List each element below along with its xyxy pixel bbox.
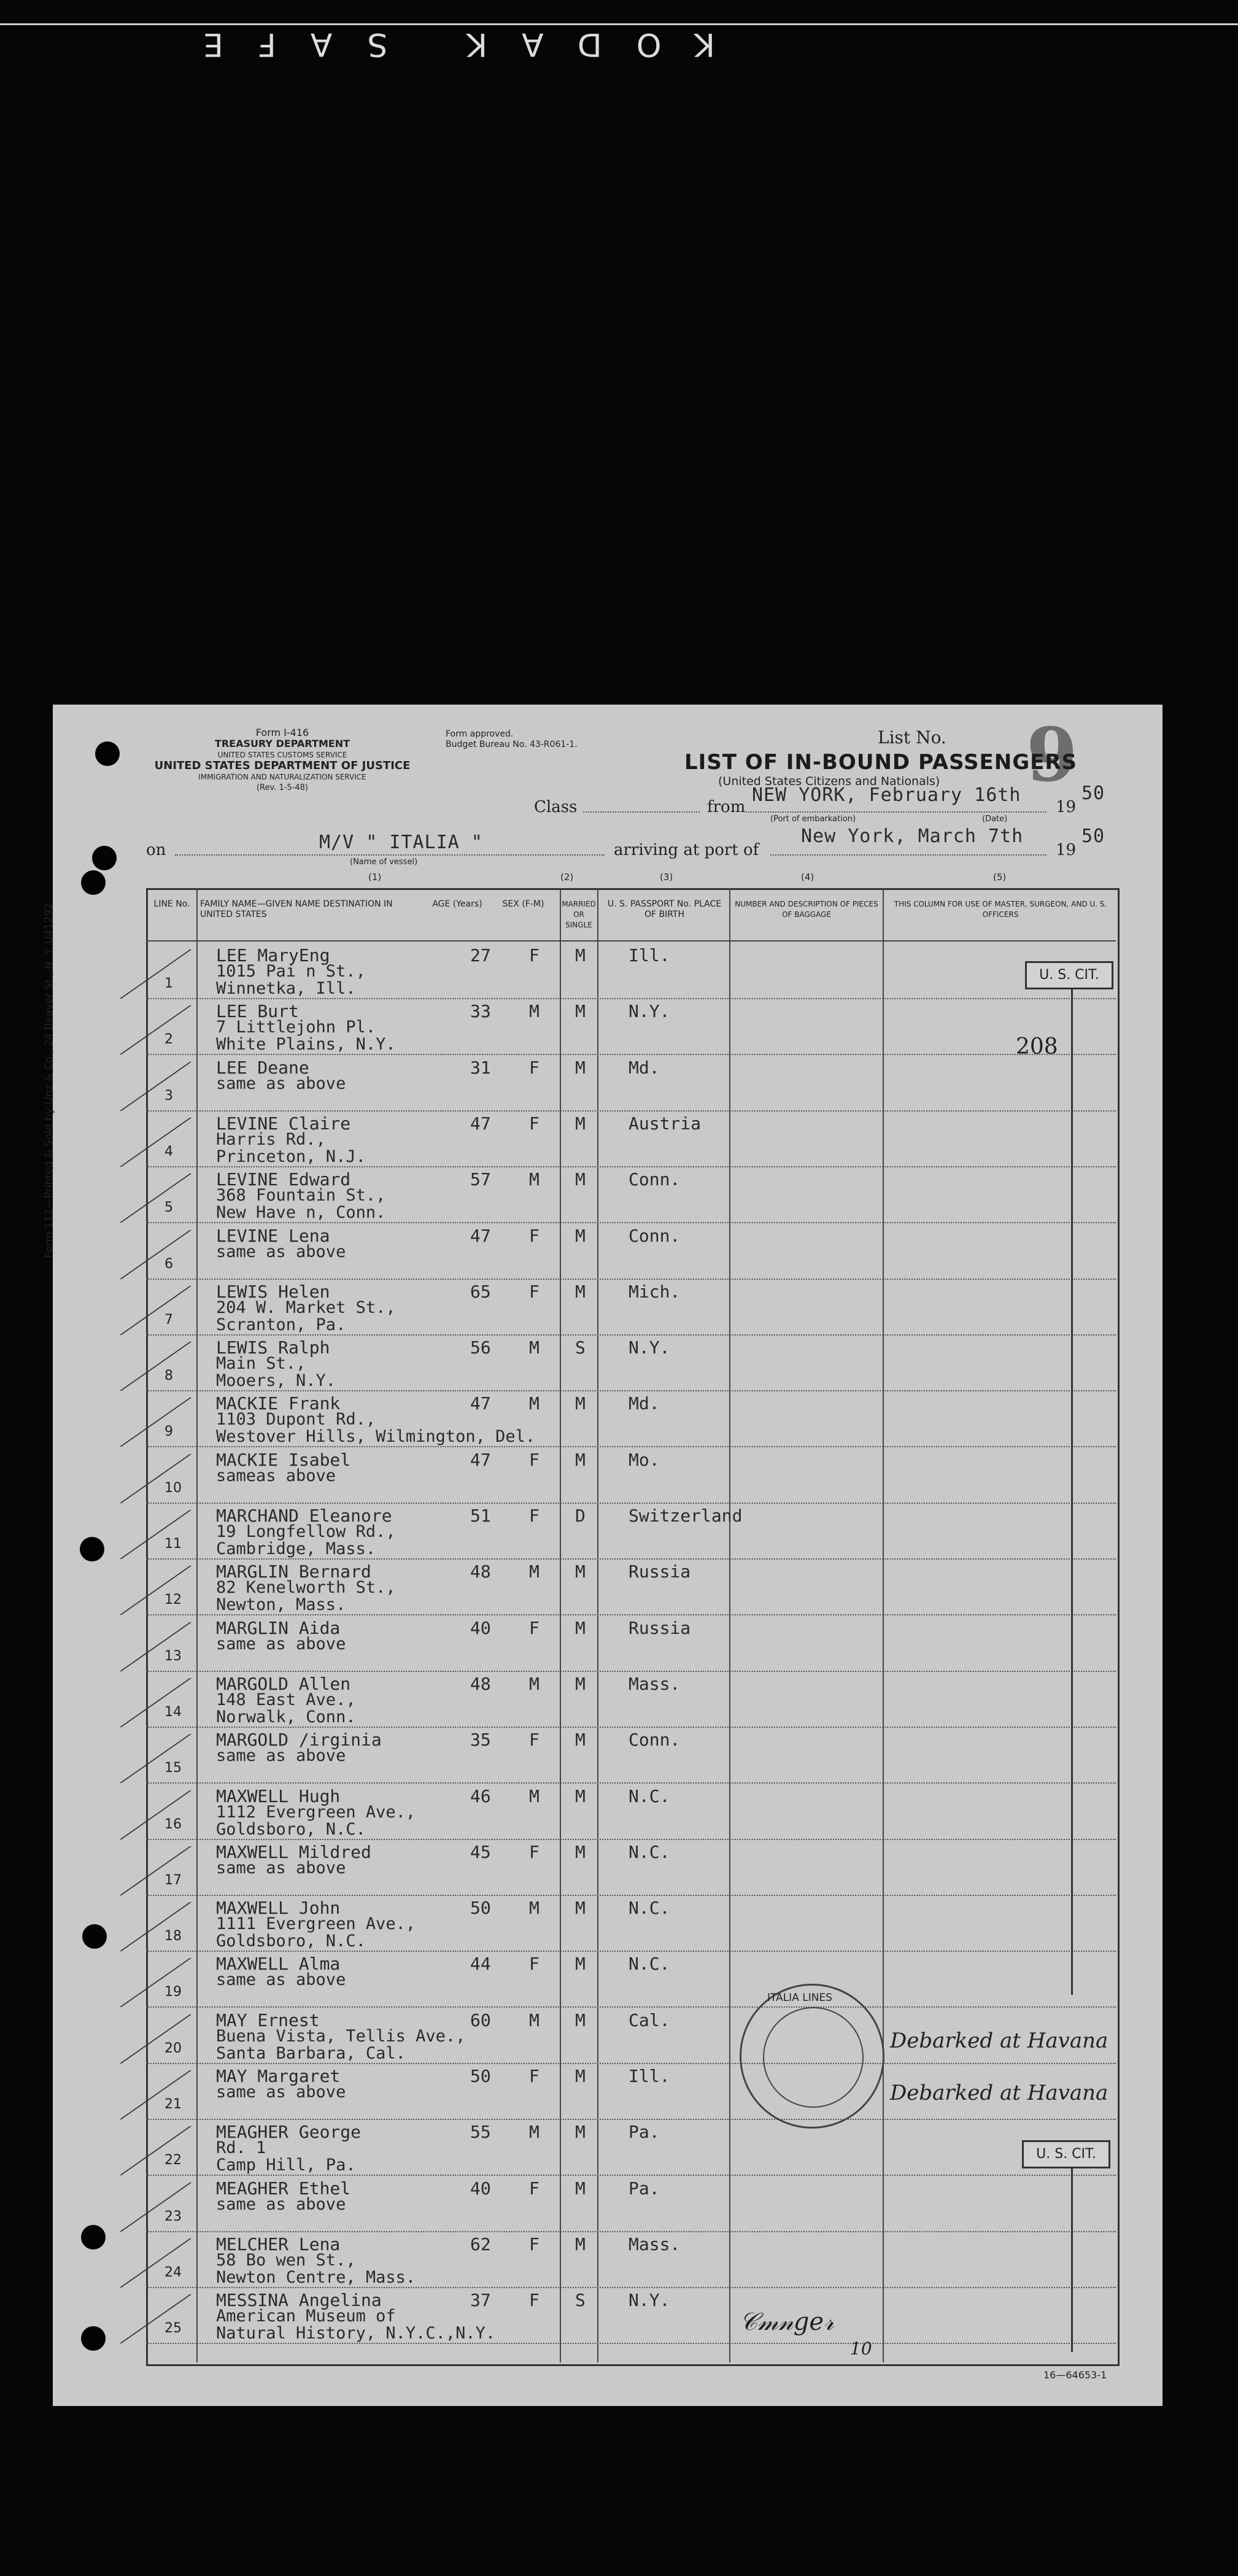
line-number: 14 <box>164 1704 182 1720</box>
passenger-age: 47 <box>470 1225 491 1246</box>
passenger-sex: F <box>529 2290 540 2311</box>
debarked-note-2: Debarked at Havana <box>890 2081 1108 2105</box>
passenger-marital-status: M <box>575 1169 586 1190</box>
round-seal-stamp <box>740 1984 884 2129</box>
passenger-age: 62 <box>470 2234 491 2254</box>
passenger-marital-status: M <box>575 1225 586 1246</box>
passenger-age: 47 <box>470 1393 491 1414</box>
passenger-birthplace: Mass. <box>629 2234 681 2254</box>
passenger-birthplace: Md. <box>629 1393 660 1414</box>
passenger-destination: same as above <box>216 1634 346 1654</box>
table-row <box>146 943 1116 999</box>
form-revision: (Rev. 1-5-48) <box>256 783 308 792</box>
passenger-name: LEE Burt <box>216 1001 299 1022</box>
passenger-name: LEWIS Ralph <box>216 1337 330 1358</box>
passenger-age: 48 <box>470 1673 491 1694</box>
justice-dept: UNITED STATES DEPARTMENT OF JUSTICE <box>154 759 411 772</box>
passenger-marital-status: M <box>575 1617 586 1638</box>
line-number: 12 <box>164 1592 182 1608</box>
passenger-name: MAXWELL Alma <box>216 1954 341 1975</box>
on-label: on <box>146 841 166 859</box>
col-head-sex: SEX (F-M) <box>502 899 544 909</box>
vessel-field-line <box>175 854 605 856</box>
passenger-destination: Rd. 1 Camp Hill, Pa. <box>216 2138 356 2175</box>
passenger-birthplace: N.Y. <box>629 2290 670 2311</box>
class-field <box>583 811 700 813</box>
passenger-birthplace: Cal. <box>629 2009 670 2030</box>
passenger-birthplace: N.C. <box>629 1898 670 1919</box>
passenger-birthplace: N.Y. <box>629 1337 670 1358</box>
line-number: 13 <box>164 1648 182 1664</box>
passenger-marital-status: M <box>575 2122 586 2143</box>
treasury-dept: TREASURY DEPARTMENT <box>214 738 350 749</box>
passenger-age: 55 <box>470 2122 491 2143</box>
passenger-name: MEAGHER Ethel <box>216 2178 351 2199</box>
table-row <box>146 1280 1116 1336</box>
line-number: 8 <box>164 1368 173 1384</box>
table-row <box>146 1504 1116 1560</box>
passenger-marital-status: M <box>575 1449 586 1470</box>
port-embarkation-caption: (Port of embarkation) <box>770 814 856 824</box>
line-number: 23 <box>164 2208 182 2224</box>
passenger-destination: Harris Rd., Princeton, N.J. <box>216 1129 366 1166</box>
passenger-marital-status: M <box>575 1673 586 1694</box>
passenger-sex: M <box>529 1169 540 1190</box>
passenger-name: MAXWELL Mildred <box>216 1841 371 1862</box>
punch-hole <box>81 2326 106 2351</box>
table-row <box>146 1952 1116 2008</box>
passenger-marital-status: M <box>575 945 586 965</box>
passenger-name: MAXWELL Hugh <box>216 1785 341 1806</box>
passenger-name: MAY Ernest <box>216 2009 320 2030</box>
passenger-sex: F <box>529 1954 540 1975</box>
from-field-line <box>746 811 1046 813</box>
signature-initials: 10 <box>850 2338 872 2359</box>
passenger-sex: F <box>529 945 540 965</box>
from-label: from <box>707 798 746 816</box>
col-head-passport: U. S. PASSPORT No. PLACE OF BIRTH <box>607 899 722 919</box>
passenger-marital-status: M <box>575 2009 586 2030</box>
passenger-age: 47 <box>470 1113 491 1134</box>
passenger-sex: M <box>529 1898 540 1919</box>
table-row <box>146 2288 1116 2344</box>
punch-hole <box>81 870 106 895</box>
passenger-destination: 1111 Evergreen Ave., Goldsboro, N.C. <box>216 1914 416 1951</box>
passenger-destination: same as above <box>216 1858 346 1878</box>
passenger-age: 35 <box>470 1730 491 1750</box>
passenger-destination: 204 W. Market St., Scranton, Pa. <box>216 1298 396 1334</box>
passenger-sex: F <box>529 1449 540 1470</box>
line-number: 17 <box>164 1872 182 1888</box>
passenger-destination: 1112 Evergreen Ave., Goldsboro, N.C. <box>216 1802 416 1839</box>
col-num-2: (2) <box>560 872 574 883</box>
passenger-birthplace: Pa. <box>629 2178 660 2199</box>
film-edge-line <box>0 23 1238 25</box>
col-head-line-no: LINE No. <box>153 899 190 909</box>
passenger-destination: sameas above <box>216 1466 336 1485</box>
passenger-sex: M <box>529 1001 540 1022</box>
passenger-birthplace: Conn. <box>629 1169 681 1190</box>
passenger-marital-status: M <box>575 1841 586 1862</box>
passenger-age: 51 <box>470 1506 491 1526</box>
line-number: 18 <box>164 1928 182 1944</box>
passenger-sex: M <box>529 1785 540 1806</box>
passenger-birthplace: Pa. <box>629 2122 660 2143</box>
punch-hole <box>81 2225 106 2249</box>
table-row <box>146 2232 1116 2288</box>
passenger-destination: 1015 Pai n St., Winnetka, Ill. <box>216 962 366 998</box>
vessel-caption: (Name of vessel) <box>350 857 418 867</box>
passenger-age: 50 <box>470 1898 491 1919</box>
line-number: 7 <box>164 1312 173 1328</box>
officer-signature: 𝒞𝓂𝓃𝑔𝑒𝓇 <box>740 2308 834 2336</box>
table-row <box>146 1560 1116 1615</box>
passenger-birthplace: Ill. <box>629 2066 670 2086</box>
table-row <box>146 1896 1116 1952</box>
passenger-name: MESSINA Angelina <box>216 2290 382 2311</box>
table-row <box>146 1672 1116 1728</box>
passenger-destination: same as above <box>216 2194 346 2214</box>
col-head-baggage: NUMBER AND DESCRIPTION OF PIECES OF BAGGAGE <box>735 900 878 919</box>
us-citizen-stamp-2: U. S. CIT. <box>1022 2140 1110 2168</box>
passenger-destination: same as above <box>216 1073 346 1093</box>
passenger-name: LEE MaryEng <box>216 945 330 965</box>
passenger-marital-status: M <box>575 1281 586 1302</box>
passenger-age: 44 <box>470 1954 491 1975</box>
passenger-marital-status: M <box>575 1001 586 1022</box>
passenger-marital-status: M <box>575 1785 586 1806</box>
line-number: 2 <box>164 1032 173 1048</box>
seal-text: ITALIA LINES <box>767 1992 832 2004</box>
passenger-destination: 82 Kenelworth St., Newton, Mass. <box>216 1578 396 1615</box>
form-approval <box>446 729 578 750</box>
passenger-destination: 7 Littlejohn Pl. White Plains, N.Y. <box>216 1018 396 1054</box>
passenger-name: MARCHAND Eleanore <box>216 1506 392 1526</box>
budget-bureau-text: Budget Bureau No. 43-R061-1. <box>446 740 578 749</box>
table-row <box>146 1056 1116 1112</box>
stamp-bracket-line <box>1071 988 1073 1995</box>
passenger-name: LEVINE Claire <box>216 1113 351 1134</box>
passenger-marital-status: D <box>575 1506 586 1526</box>
passenger-marital-status: M <box>575 1730 586 1750</box>
passenger-sex: F <box>529 1281 540 1302</box>
form-id: Form I-416 <box>255 727 309 738</box>
debarked-note-1: Debarked at Havana <box>890 2029 1108 2053</box>
form-subtitle: (United States Citizens and Nationals) <box>718 775 940 788</box>
us-citizen-stamp: U. S. CIT. <box>1025 961 1113 989</box>
date-caption: (Date) <box>982 814 1008 824</box>
passenger-destination: 58 Bo wen St., Newton Centre, Mass. <box>216 2250 416 2287</box>
passenger-name: MARGOLD Allen <box>216 1673 351 1694</box>
passenger-name: MARGLIN Bernard <box>216 1561 371 1582</box>
passenger-sex: M <box>529 2009 540 2030</box>
passenger-marital-status: S <box>575 1337 586 1358</box>
form-number: 16—64653-1 <box>1043 2369 1107 2381</box>
table-row <box>146 1728 1116 1784</box>
form-approved-text: Form approved. <box>446 729 514 739</box>
passenger-name: MARGOLD /irginia <box>216 1730 382 1750</box>
line-number: 22 <box>164 2152 182 2168</box>
passenger-birthplace: N.Y. <box>629 1001 670 1022</box>
film-edge-print: KODAK SAFE <box>169 26 715 63</box>
passenger-age: 57 <box>470 1169 491 1190</box>
year-prefix-2: 19 <box>1056 841 1077 859</box>
list-no-label: List No. <box>878 727 946 748</box>
line-number: 20 <box>164 2040 182 2056</box>
passenger-sex: F <box>529 1617 540 1638</box>
passenger-name: MEAGHER George <box>216 2122 362 2143</box>
line-number: 3 <box>164 1088 173 1104</box>
col-num-3: (3) <box>660 872 673 883</box>
table-row <box>146 1784 1116 1840</box>
line-number: 9 <box>164 1424 173 1440</box>
passenger-sex: F <box>529 1057 540 1078</box>
line-number: 6 <box>164 1256 173 1272</box>
passenger-birthplace: Ill. <box>629 945 670 965</box>
passenger-age: 40 <box>470 1617 491 1638</box>
passenger-name: LEVINE Edward <box>216 1169 351 1190</box>
col-num-4: (4) <box>801 872 814 883</box>
passenger-marital-status: M <box>575 1393 586 1414</box>
table-row <box>146 1224 1116 1280</box>
passenger-name: MACKIE Isabel <box>216 1449 351 1470</box>
line-number: 11 <box>164 1536 182 1552</box>
vessel-name: M/V " ITALIA " <box>319 832 483 853</box>
passenger-name: MARGLIN Aida <box>216 1617 341 1638</box>
passenger-destination: 1103 Dupont Rd., Westover Hills, Wilmington, Del. <box>216 1410 536 1447</box>
passenger-age: 56 <box>470 1337 491 1358</box>
officer-number: 208 <box>1016 1034 1058 1059</box>
passenger-destination: Main St., Mooers, N.Y. <box>216 1354 336 1391</box>
passenger-name: LEWIS Helen <box>216 1281 330 1302</box>
punch-hole <box>82 1924 107 1949</box>
line-number: 5 <box>164 1200 173 1216</box>
col-head-married: MARRIED OR SINGLE <box>562 900 596 929</box>
passenger-age: 37 <box>470 2290 491 2311</box>
passenger-destination: 19 Longfellow Rd., Cambridge, Mass. <box>216 1522 396 1558</box>
line-number: 16 <box>164 1816 182 1832</box>
punch-hole <box>95 741 120 766</box>
class-label: Class <box>534 798 578 816</box>
passenger-birthplace: Russia <box>629 1561 691 1582</box>
line-number: 25 <box>164 2321 182 2337</box>
arrival-field-line <box>770 854 1046 856</box>
passenger-birthplace: N.C. <box>629 1841 670 1862</box>
passenger-marital-status: M <box>575 2178 586 2199</box>
passenger-marital-status: M <box>575 1954 586 1975</box>
passenger-age: 46 <box>470 1785 491 1806</box>
passenger-birthplace: N.C. <box>629 1954 670 1975</box>
passenger-age: 50 <box>470 2066 491 2086</box>
col-head-name: FAMILY NAME—GIVEN NAME DESTINATION IN UNITED STATES <box>200 899 393 919</box>
passenger-marital-status: M <box>575 1113 586 1134</box>
passenger-destination: 148 East Ave., Norwalk, Conn. <box>216 1690 356 1727</box>
passenger-birthplace: Conn. <box>629 1730 681 1750</box>
col-num-1: (1) <box>368 872 382 883</box>
passenger-name: MELCHER Lena <box>216 2234 341 2254</box>
passenger-sex: M <box>529 1673 540 1694</box>
year-value-2: 50 <box>1081 826 1105 847</box>
ins-service: IMMIGRATION AND NATURALIZATION SERVICE <box>198 773 366 781</box>
passenger-sex: M <box>529 1337 540 1358</box>
col-head-officers: THIS COLUMN FOR USE OF MASTER, SURGEON, AND U. S. OFFICERS <box>894 900 1107 919</box>
passenger-age: 27 <box>470 945 491 965</box>
passenger-sex: F <box>529 2234 540 2254</box>
year-prefix-1: 19 <box>1056 798 1077 816</box>
table-row <box>146 1391 1116 1447</box>
punch-hole <box>92 846 117 870</box>
passenger-sex: F <box>529 1506 540 1526</box>
passenger-age: 48 <box>470 1561 491 1582</box>
passenger-marital-status: M <box>575 1561 586 1582</box>
passenger-name: MACKIE Frank <box>216 1393 341 1414</box>
table-row <box>146 2176 1116 2232</box>
header-rule <box>146 940 1116 942</box>
table-row <box>146 1336 1116 1391</box>
line-number: 1 <box>164 976 173 991</box>
passenger-destination: same as above <box>216 1746 346 1766</box>
passenger-marital-status: S <box>575 2290 586 2311</box>
passenger-destination: same as above <box>216 1970 346 1990</box>
passenger-name: MAY Margaret <box>216 2066 341 2086</box>
passenger-age: 65 <box>470 1281 491 1302</box>
passenger-birthplace: Russia <box>629 1617 691 1638</box>
line-number: 19 <box>164 1984 182 2000</box>
table-row <box>146 999 1116 1055</box>
arrival-port-date: New York, March 7th <box>801 826 1024 847</box>
line-number: 21 <box>164 2097 182 2112</box>
row-rule <box>146 2343 1116 2344</box>
table-row <box>146 1167 1116 1223</box>
passenger-age: 47 <box>470 1449 491 1470</box>
line-number: 24 <box>164 2264 182 2280</box>
passenger-birthplace: N.C. <box>629 1785 670 1806</box>
passenger-sex: F <box>529 1225 540 1246</box>
table-row <box>146 1112 1116 1167</box>
passenger-name: MAXWELL John <box>216 1898 341 1919</box>
customs-service: UNITED STATES CUSTOMS SERVICE <box>217 751 347 759</box>
punch-hole <box>80 1537 104 1561</box>
passenger-marital-status: M <box>575 1898 586 1919</box>
passenger-birthplace: Switzerland <box>629 1506 743 1526</box>
passenger-birthplace: Mich. <box>629 1281 681 1302</box>
line-number: 15 <box>164 1760 182 1776</box>
passenger-destination: same as above <box>216 1242 346 1261</box>
passenger-sex: M <box>529 1561 540 1582</box>
passenger-destination: American Museum of Natural History, N.Y.C.,N.Y. <box>216 2307 496 2343</box>
list-number: 9 <box>1026 712 1078 799</box>
passenger-age: 31 <box>470 1057 491 1078</box>
passenger-age: 60 <box>470 2009 491 2030</box>
passenger-birthplace: Mass. <box>629 1673 681 1694</box>
form-header-left <box>147 727 417 794</box>
passenger-sex: F <box>529 2178 540 2199</box>
passenger-sex: M <box>529 1393 540 1414</box>
passenger-marital-status: M <box>575 2066 586 2086</box>
passenger-age: 45 <box>470 1841 491 1862</box>
table-row <box>146 1840 1116 1896</box>
arriving-label: arriving at port of <box>614 841 759 859</box>
passenger-name: LEVINE Lena <box>216 1225 330 1246</box>
passenger-sex: F <box>529 1113 540 1134</box>
passenger-sex: M <box>529 2122 540 2143</box>
col-num-5: (5) <box>993 872 1007 883</box>
form-title: LIST OF IN-BOUND PASSENGERS <box>684 750 1077 775</box>
passenger-sex: F <box>529 1841 540 1862</box>
passenger-birthplace: Conn. <box>629 1225 681 1246</box>
passenger-sex: F <box>529 2066 540 2086</box>
year-value-1: 50 <box>1081 783 1105 804</box>
col-head-age: AGE (Years) <box>432 899 482 909</box>
passenger-destination: same as above <box>216 2083 346 2102</box>
passenger-marital-status: M <box>575 2234 586 2254</box>
printer-imprint: Form 112—Printed & Sold by Unz & Co., 24 Beaver St., N. Y. U41292 <box>43 903 55 1258</box>
port-embarkation-value: NEW YORK, February 16th <box>752 784 1021 806</box>
passenger-destination: Buena Vista, Tellis Ave., Santa Barbara, Cal. <box>216 2026 466 2063</box>
passenger-destination: 368 Fountain St., New Have n, Conn. <box>216 1186 386 1223</box>
passenger-name: LEE Deane <box>216 1057 309 1078</box>
passenger-age: 40 <box>470 2178 491 2199</box>
passenger-marital-status: M <box>575 1057 586 1078</box>
passenger-birthplace: Md. <box>629 1057 660 1078</box>
table-row <box>146 1448 1116 1504</box>
table-row <box>146 1616 1116 1672</box>
line-number: 4 <box>164 1143 173 1159</box>
passenger-sex: F <box>529 1730 540 1750</box>
passenger-age: 33 <box>470 1001 491 1022</box>
stamp-bracket-line-2 <box>1071 2168 1073 2352</box>
table-row <box>146 2120 1116 2176</box>
line-number: 10 <box>164 1480 182 1496</box>
passenger-birthplace: Mo. <box>629 1449 660 1470</box>
passenger-birthplace: Austria <box>629 1113 702 1134</box>
